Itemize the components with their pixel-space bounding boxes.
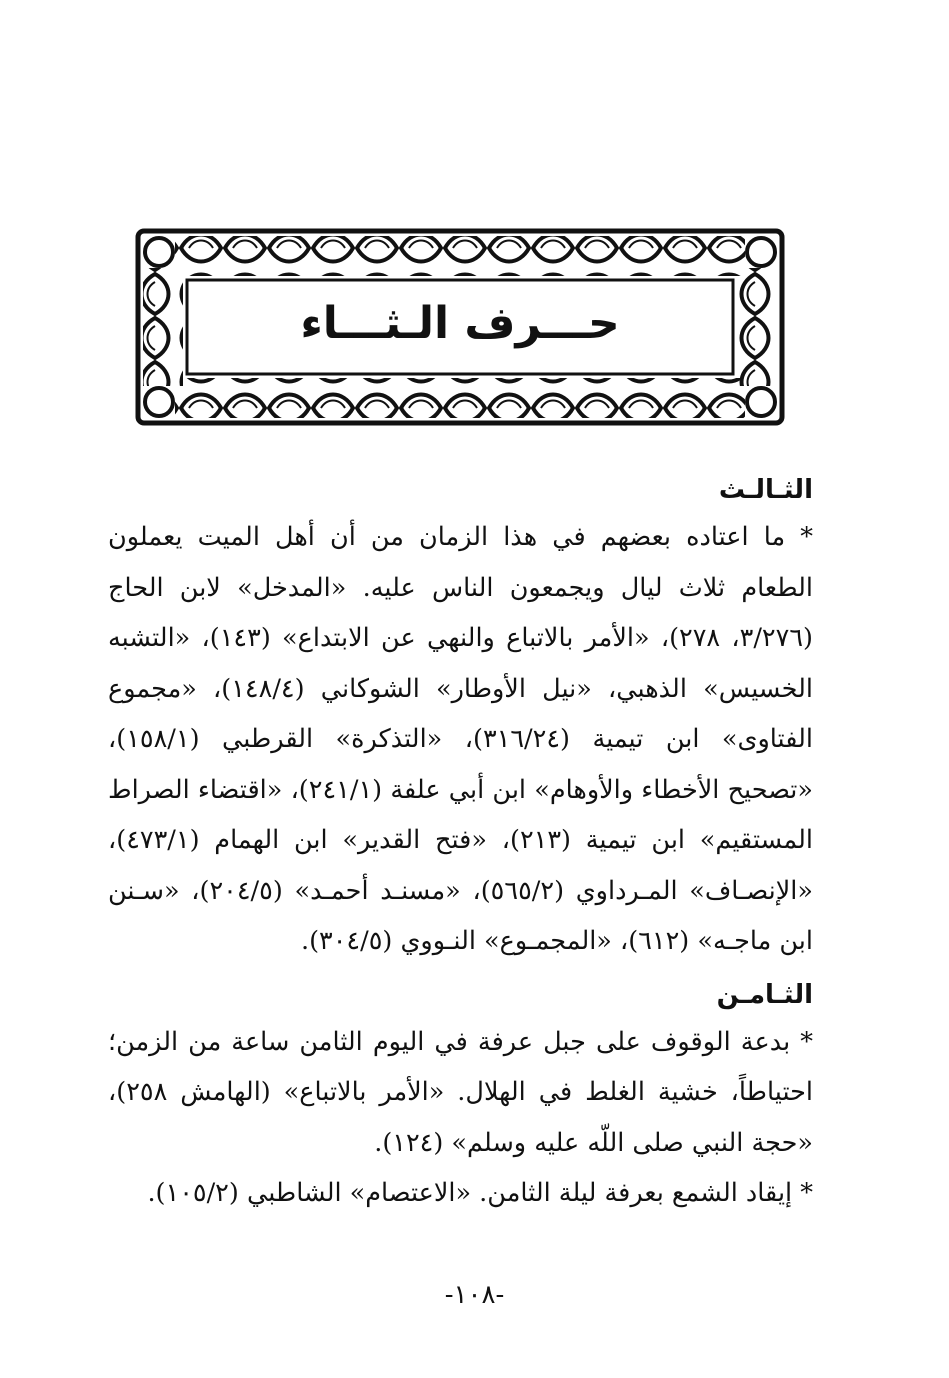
entry-text: * ما اعتاده بعضهم في هذا الزمان من أن أهل الميت يعملون الطعام ثلاث ليال ويجمعون الناس عليه. «المدخل» لابن الحاج (٣/٢٧٦، ٢٧٨)، «الأمر بالاتباع والنهي عن الابتداع» (١٤٣)، «التشبه الخسيس» الذهبي، «نيل الأوطار» الشوكاني (١٤٨/٤)، «مجموع الفتاوى» ابن تيمية (٣١٦/٢٤)، «التذكرة» القرطبي (١٥٨/١)، «تصحيح الأخطاء والأوهام» ابن أبي علفة (٢٤١/١)، «اقتضاء الصراط المستقيم» ابن تيمية (٢١٣)، «فتح القدير» ابن الهمام (٤٧٣/١)، «الإنصـاف» المـرداوي (٥٦٥/٢)، «مسنـد أحمـد» (٢٠٤/٥)، «سـنن ابن ماجـه» (٦١٢)، «المجمـوع» النـووي (٣٠٤/٥). <box>108 522 814 956</box>
section-heading-third: الثـالـث <box>718 475 813 505</box>
chapter-ornament-frame <box>135 228 785 426</box>
entry-text: * بدعة الوقوف على جبل عرفة في اليوم الثامن ساعة من الزمن؛ احتياطاً، خشية الغلط في الهلال. «الأمر بالاتباع» (الهامش ٢٥٨)، «حجة النبي صلى اللّه عليه وسلم» (١٢٤). <box>108 1026 813 1158</box>
page-number: -١٠٨- <box>444 1280 505 1310</box>
entry-text: * إيقاد الشمع بعرفة ليلة الثامن. «الاعتصام» الشاطبي (١٠٥/٢). <box>147 1178 813 1208</box>
section-heading-eighth: الثـامـن <box>716 979 813 1010</box>
page-content <box>108 468 813 1219</box>
chapter-title: حـــرف الـثـــاء <box>300 298 620 349</box>
